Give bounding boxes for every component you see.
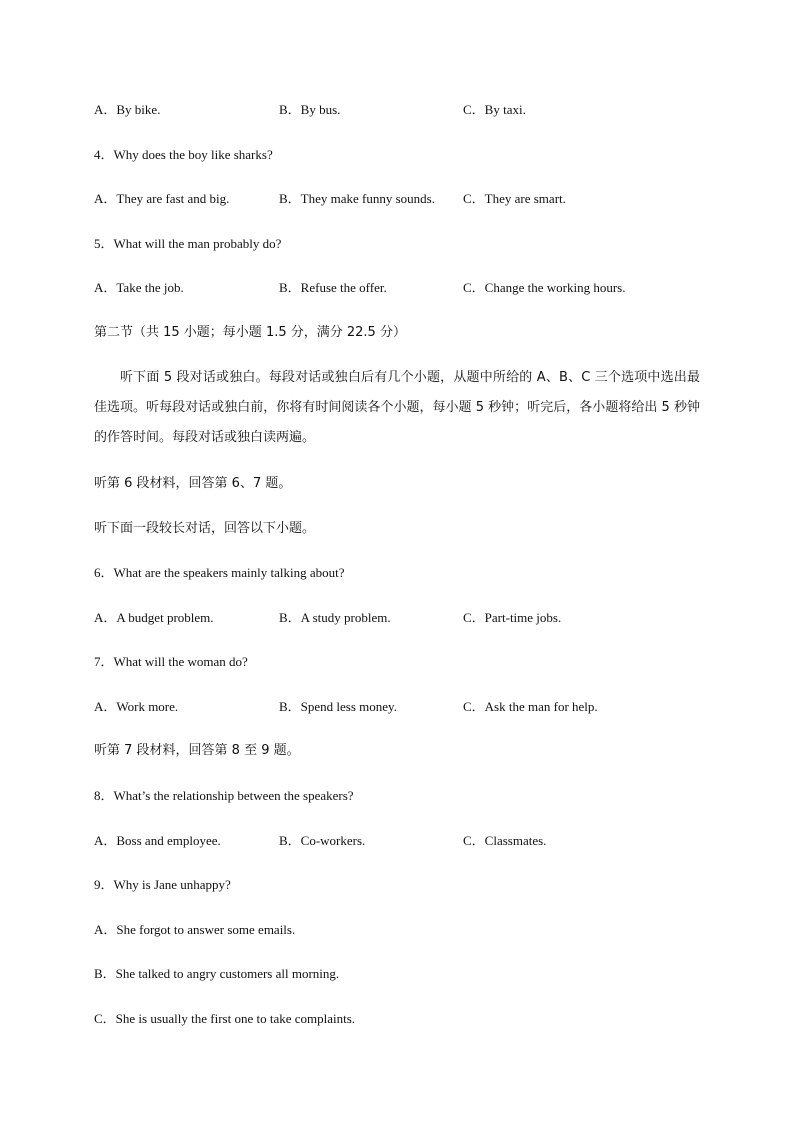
q4-option-a: A．They are fast and big. <box>94 191 230 206</box>
q6-question: 6．What are the speakers mainly talking about? <box>94 565 345 580</box>
material-6-heading: 听第 6 段材料，回答第 6、7 题。 <box>94 476 292 491</box>
q9-option-c: C．She is usually the first one to take complaints. <box>94 1011 356 1026</box>
q9-question: 9．Why is Jane unhappy? <box>94 877 231 892</box>
q9-option-b: B．She talked to angry customers all morning. <box>94 966 340 981</box>
q3-option-c: C．By taxi. <box>463 102 526 117</box>
q7-option-c: C．Ask the man for help. <box>463 699 598 714</box>
q9-option-a: A．She forgot to answer some emails. <box>94 922 296 937</box>
q6-option-c: C．Part-time jobs. <box>463 610 562 625</box>
q8-option-a: A．Boss and employee. <box>94 833 221 848</box>
q4-option-c: C．They are smart. <box>463 191 566 206</box>
section-heading: 第二节（共 15 小题；每小题 1.5 分，满分 22.5 分） <box>94 325 406 340</box>
q3-option-b: B．By bus. <box>279 102 341 117</box>
q7-option-a: A．Work more. <box>94 699 179 714</box>
q7-question: 7．What will the woman do? <box>94 654 248 669</box>
q7-option-b: B．Spend less money. <box>279 699 397 714</box>
q6-option-b: B．A study problem. <box>279 610 391 625</box>
q6-option-a: A．A budget problem. <box>94 610 214 625</box>
q8-question: 8．What’s the relationship between the speakers? <box>94 788 354 803</box>
q3-option-a: A．By bike. <box>94 102 161 117</box>
q5-option-b: B．Refuse the offer. <box>279 280 387 295</box>
q4-option-b: B．They make funny sounds. <box>279 191 435 206</box>
q5-question: 5．What will the man probably do? <box>94 236 282 251</box>
q8-option-c: C．Classmates. <box>463 833 547 848</box>
q8-option-b: B．Co-workers. <box>279 833 366 848</box>
material-6-note: 听下面一段较长对话，回答以下小题。 <box>94 521 316 536</box>
material-7-heading: 听第 7 段材料，回答第 8 至 9 题。 <box>94 743 300 758</box>
q5-option-c: C．Change the working hours. <box>463 280 626 295</box>
section-instructions: 听下面 5 段对话或独白。每段对话或独白后有几个小题，从题中所给的 A、B、C 三个选项中选出最佳选项。听每段对话或独白前，你将有时间阅读各个小题，每小题 5 秒钟；听完后，各小题将给出 5 秒钟的作答时间。每段对话或独白读两遍。 <box>94 370 700 445</box>
q5-option-a: A．Take the job. <box>94 280 184 295</box>
q4-question: 4．Why does the boy like sharks? <box>94 147 273 162</box>
